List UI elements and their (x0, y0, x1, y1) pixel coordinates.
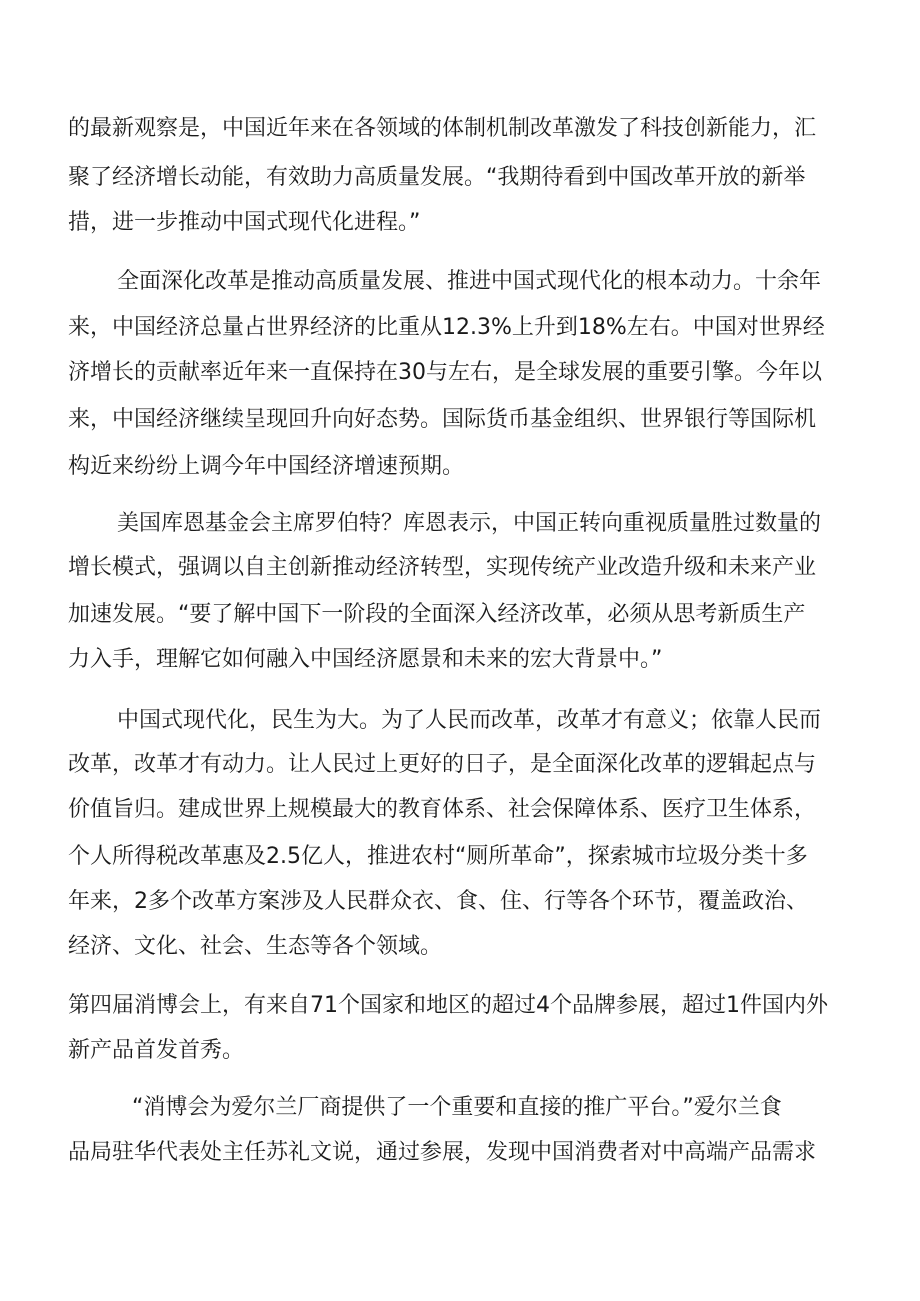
paragraph-line: 新产品首发首秀。 (68, 1038, 245, 1063)
paragraph-line: 措，进一步推动中国式现代化进程。” (68, 210, 421, 235)
paragraph-line: 聚了经济增长动能，有效助力高质量发展。“我期待看到中国改革开放的新举 (68, 165, 806, 190)
paragraph-line: 价值旨归。建成世界上规模最大的教育体系、社会保障体系、医疗卫生体系， (68, 797, 817, 822)
paragraph-line: 的最新观察是，中国近年来在各领域的体制机制改革激发了科技创新能力，汇 (68, 116, 817, 141)
paragraph-line: 美国库恩基金会主席罗伯特？库恩表示，中国正转向重视质量胜过数量的 (117, 511, 822, 536)
paragraph-line: 改革，改革才有动力。让人民过上更好的日子，是全面深化改革的逻辑起点与 (68, 752, 817, 777)
paragraph-line: 全面深化改革是推动高质量发展、推进中国式现代化的根本动力。十余年 (117, 269, 822, 294)
paragraph-line: 力入手，理解它如何融入中国经济愿景和未来的宏大背景中。” (68, 647, 663, 672)
paragraph-line: “消博会为爱尔兰厂商提供了一个重要和直接的推广平台。”爱尔兰食 (132, 1095, 782, 1120)
paragraph-line: 构近来纷纷上调今年中国经济增速预期。 (68, 454, 465, 479)
paragraph-line: 来，中国经济继续呈现回升向好态势。国际货币基金组织、世界银行等国际机 (68, 407, 817, 432)
paragraph-line: 增长模式，强调以自主创新推动经济转型，实现传统产业改造升级和未来产业 (68, 555, 817, 580)
paragraph-line: 品局驻华代表处主任苏礼文说，通过参展，发现中国消费者对中高端产品需求 (68, 1140, 817, 1165)
paragraph-line: 第四届消博会上，有来自71个国家和地区的超过4个品牌参展，超过1件国内外 (68, 993, 828, 1018)
paragraph-line: 个人所得税改革惠及2.5亿人，推进农村“厕所革命”，探索城市垃圾分类十多 (68, 844, 808, 869)
paragraph-line: 来，中国经济总量占世界经济的比重从12.3%上升到18%左右。中国对世界经 (68, 315, 825, 340)
paragraph-line: 加速发展。“要了解中国下一阶段的全面深入经济改革，必须从思考新质生产 (68, 602, 806, 627)
paragraph-line: 年来，2多个改革方案涉及人民群众衣、食、住、行等各个环节，覆盖政治、 (68, 889, 808, 914)
paragraph-line: 经济、文化、社会、生态等各个领域。 (68, 934, 443, 959)
paragraph-line: 中国式现代化，民生为大。为了人民而改革，改革才有意义；依靠人民而 (117, 708, 822, 733)
paragraph-line: 济增长的贡献率近年来一直保持在30与左右，是全球发展的重要引擎。今年以 (68, 360, 822, 385)
